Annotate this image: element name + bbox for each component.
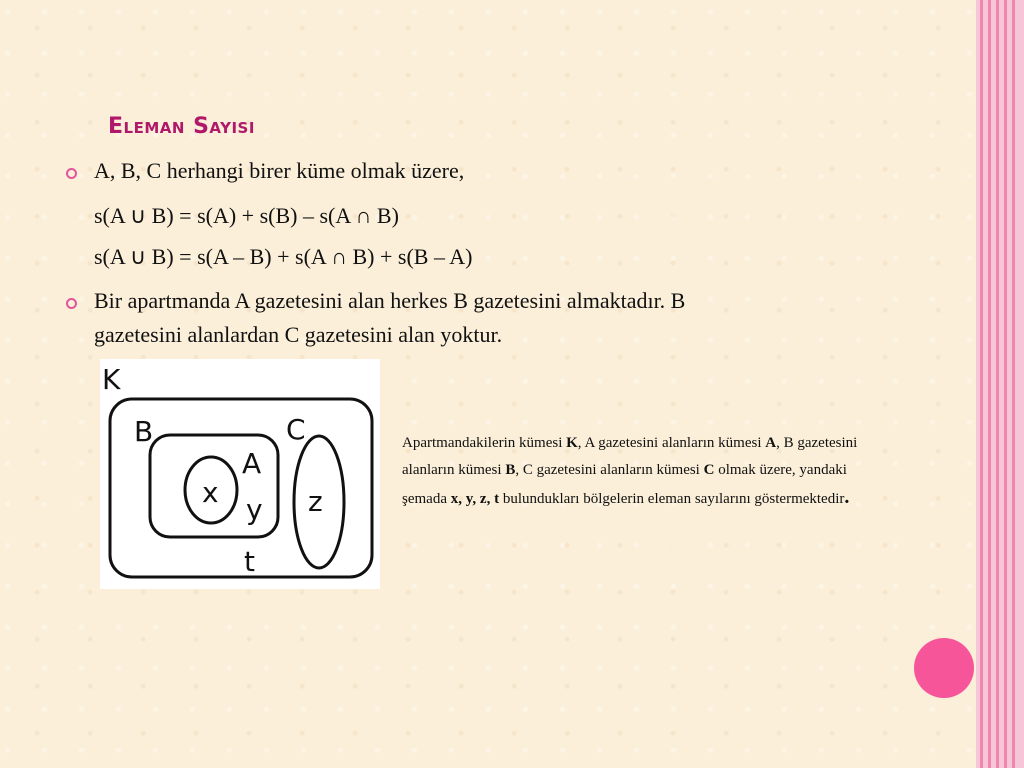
bullet-icon (66, 298, 77, 309)
caption-variables: x, y, z, t (450, 491, 500, 507)
slide-title: Eleman Sayisi (108, 114, 255, 139)
bullet-text-1: A, B, C herhangi birer küme olmak üzere, (94, 158, 465, 183)
caption-text: , C gazetesini alanların kümesi (515, 462, 704, 478)
diagram-caption (402, 430, 882, 513)
label-k: K (102, 363, 121, 396)
stripe (1004, 0, 1007, 768)
caption-text: olmak üzere, yandaki şemada (402, 462, 847, 507)
caption-set-k: K (566, 435, 578, 451)
label-z: z (308, 485, 323, 518)
formula-1: s(A ∪ B) = s(A) + s(B) – s(A ∩ B) (94, 203, 399, 228)
stripe (988, 0, 991, 768)
bullet-icon (66, 168, 77, 179)
formula-2: s(A ∪ B) = s(A – B) + s(A ∩ B) + s(B – A) (94, 244, 473, 269)
label-a: A (242, 447, 262, 480)
venn-diagram-svg (100, 359, 380, 589)
label-y: y (246, 493, 263, 526)
caption-text: , A gazetesini alanların kümesi (577, 435, 766, 451)
caption-text: , B gazetesini alanların kümesi (402, 435, 858, 478)
caption-text: bulundukları bölgelerin eleman sayılarını göstermektedir (499, 491, 845, 507)
caption-set-a: A (765, 435, 777, 451)
stripe (980, 0, 983, 768)
decorative-side-stripes (976, 0, 1024, 768)
caption-set-c: C (703, 462, 715, 478)
stripe (996, 0, 999, 768)
bullet-text-2a: Bir apartmanda A gazetesini alan herkes B gazetesini almaktadır. B (94, 288, 686, 313)
decorative-circle (914, 638, 974, 698)
bullet-text-2b: gazetesini alanlardan C gazetesini alan yoktur. (94, 322, 503, 347)
label-c: C (286, 413, 306, 446)
label-t: t (244, 545, 255, 578)
label-b: B (134, 415, 154, 448)
caption-set-b: B (505, 462, 516, 478)
caption-period: . (844, 486, 850, 508)
label-x: x (202, 476, 219, 509)
venn-diagram (100, 359, 380, 589)
stripe (1012, 0, 1015, 768)
caption-text: Apartmandakilerin kümesi (402, 435, 567, 451)
